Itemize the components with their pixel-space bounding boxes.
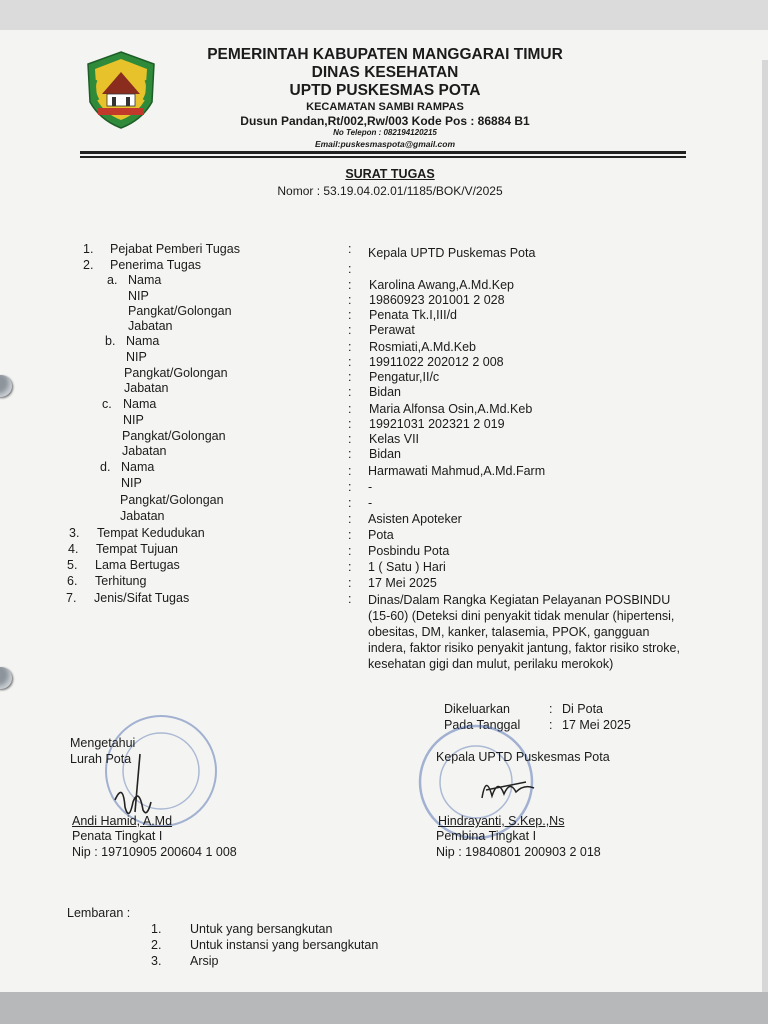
sub-letter: c. (102, 397, 112, 411)
item-label: Terhitung (95, 574, 147, 588)
signer-name: Andi Hamid, A.Md (72, 814, 173, 828)
recipient-name: Rosmiati,A.Md.Keb (369, 340, 476, 354)
signer-name: Hindrayanti, S.Kep.,Ns (438, 814, 565, 828)
signer-nip: Nip : 19710905 200604 1 008 (72, 845, 237, 859)
colon: : (348, 262, 352, 276)
distribution-item: Arsip (190, 954, 219, 968)
item-label: Lama Bertugas (95, 558, 180, 572)
item-value: Posbindu Pota (368, 544, 450, 558)
sub-letter: d. (100, 460, 111, 474)
issued-date-label: Pada Tanggal (444, 718, 521, 732)
recipient-name: Maria Alfonsa Osin,A.Md.Keb (369, 402, 533, 416)
issued-date: 17 Mei 2025 (562, 718, 631, 732)
distribution-item: Untuk yang bersangkutan (190, 922, 333, 936)
document-title: SURAT TUGAS (345, 167, 435, 181)
scan-bottom-margin (0, 992, 768, 1024)
field-label: Jabatan (122, 444, 167, 458)
letterhead-government: PEMERINTAH KABUPATEN MANGGARAI TIMUR (207, 46, 563, 63)
colon: : (348, 340, 352, 354)
item-number: 5. (67, 558, 78, 572)
signer-nip: Nip : 19840801 200903 2 018 (436, 845, 601, 859)
field-label: Jabatan (124, 381, 169, 395)
colon: : (348, 480, 352, 494)
letterhead-phone: No Telepon : 082194120215 (333, 128, 437, 137)
regency-logo-icon (82, 50, 160, 130)
colon: : (348, 592, 352, 606)
recipient-position: Bidan (369, 385, 401, 399)
item-value: 17 Mei 2025 (368, 576, 437, 590)
item-number: 6. (67, 574, 78, 588)
letterhead-department: DINAS KESEHATAN (311, 64, 459, 81)
recipient-name: Harmawati Mahmud,A.Md.Farm (368, 464, 546, 478)
issued-place-label: Dikeluarkan (444, 702, 511, 716)
field-label: Pangkat/Golongan (122, 429, 226, 443)
colon: : (348, 417, 352, 431)
item-label: Penerima Tugas (110, 258, 202, 272)
recipient-name: Karolina Awang,A.Md.Kep (369, 278, 515, 292)
recipient-rank: Penata Tk.I,III/d (369, 308, 458, 322)
field-label: NIP (126, 350, 147, 364)
distribution-number: 1. (151, 922, 162, 936)
header-divider-thick (80, 151, 686, 154)
signer-rank: Penata Tingkat I (72, 829, 163, 843)
colon: : (348, 323, 352, 337)
item-number: 7. (66, 591, 77, 605)
recipient-nip: 19911022 202012 2 008 (369, 355, 504, 369)
recipient-position: Bidan (369, 447, 401, 461)
recipient-nip: 19860923 201001 2 028 (369, 293, 505, 307)
field-label: Jabatan (128, 319, 173, 333)
colon: : (348, 402, 352, 416)
distribution-label: Lembaran : (67, 906, 131, 920)
colon: : (348, 560, 352, 574)
colon: : (348, 447, 352, 461)
letterhead-district: KECAMATAN SAMBI RAMPAS (306, 101, 464, 113)
field-label: Nama (121, 460, 155, 474)
document-number: Nomor : 53.19.04.02.01/1185/BOK/V/2025 (277, 184, 503, 198)
colon: : (348, 496, 352, 510)
header-divider-thin (80, 156, 686, 158)
colon: : (348, 432, 352, 446)
signer-title: Lurah Pota (70, 752, 132, 766)
distribution-number: 3. (151, 954, 162, 968)
field-label: Pangkat/Golongan (124, 366, 228, 380)
item-value: Pota (368, 528, 394, 542)
item-number: 2. (83, 258, 94, 272)
colon: : (348, 576, 352, 590)
colon: : (348, 242, 352, 256)
signer-title: Kepala UPTD Puskesmas Pota (436, 750, 610, 764)
recipient-nip: 19921031 202321 2 019 (369, 417, 505, 431)
punch-hole (0, 667, 12, 689)
recipient-nip: - (368, 480, 373, 494)
recipient-rank: - (368, 496, 373, 510)
field-label: Nama (128, 273, 162, 287)
field-label: Jabatan (120, 509, 165, 523)
sub-letter: b. (105, 334, 116, 348)
signer-rank: Pembina Tingkat I (436, 829, 537, 843)
letterhead-address: Dusun Pandan,Rt/002,Rw/003 Kode Pos : 86884 B1 (240, 114, 530, 128)
sub-letter: a. (107, 273, 118, 287)
recipient-rank: Pengatur,II/c (369, 370, 440, 384)
issued-place: Di Pota (562, 702, 603, 716)
acknowledge-label: Mengetahui (70, 736, 136, 750)
field-label: Nama (123, 397, 157, 411)
recipient-position: Perawat (369, 323, 415, 337)
distribution-number: 2. (151, 938, 162, 952)
letterhead-unit: UPTD PUSKESMAS POTA (289, 82, 481, 99)
signature-right (476, 770, 540, 806)
colon: : (348, 370, 352, 384)
letterhead-email: Email:puskesmaspota@gmail.com (314, 139, 456, 149)
colon: : (348, 278, 352, 292)
colon: : (348, 544, 352, 558)
scan-top-margin (0, 0, 768, 30)
colon: : (348, 293, 352, 307)
field-label: NIP (123, 413, 144, 427)
item-label: Tempat Kedudukan (97, 526, 205, 540)
punch-hole (0, 375, 12, 397)
assignment-description: Dinas/Dalam Rangka Kegiatan Pelayanan POSBINDU (15-60) (Deteksi dini penyakit tidak menular (hipertensi, obesitas, DM, kanker, talasemia, PPOK, gangguan indera, faktor risiko penyakit jantung, faktor risiko stroke, kesehatan gigi dan mulut, perilaku merokok) (368, 593, 680, 671)
colon: : (348, 464, 352, 478)
item-number: 4. (68, 542, 79, 556)
colon: : (348, 512, 352, 526)
field-label: Nama (126, 334, 160, 348)
field-label: Pangkat/Golongan (128, 304, 232, 318)
colon: : (348, 355, 352, 369)
field-label: NIP (121, 476, 142, 490)
recipient-rank: Kelas VII (369, 432, 420, 446)
item-value: Kepala UPTD Puskemas Pota (368, 246, 536, 260)
field-label: Pangkat/Golongan (120, 493, 224, 507)
colon: : (549, 702, 553, 716)
colon: : (348, 528, 352, 542)
item-label: Jenis/Sifat Tugas (94, 591, 190, 605)
item-number: 1. (83, 242, 94, 256)
item-label: Tempat Tujuan (96, 542, 178, 556)
item-label: Pejabat Pemberi Tugas (110, 242, 240, 256)
item-number: 3. (69, 526, 80, 540)
distribution-item: Untuk instansi yang bersangkutan (190, 938, 379, 952)
item-value: 1 ( Satu ) Hari (368, 560, 446, 574)
colon: : (549, 718, 553, 732)
colon: : (348, 308, 352, 322)
recipient-position: Asisten Apoteker (368, 512, 462, 526)
page-edge (762, 60, 768, 992)
colon: : (348, 385, 352, 399)
field-label: NIP (128, 289, 149, 303)
